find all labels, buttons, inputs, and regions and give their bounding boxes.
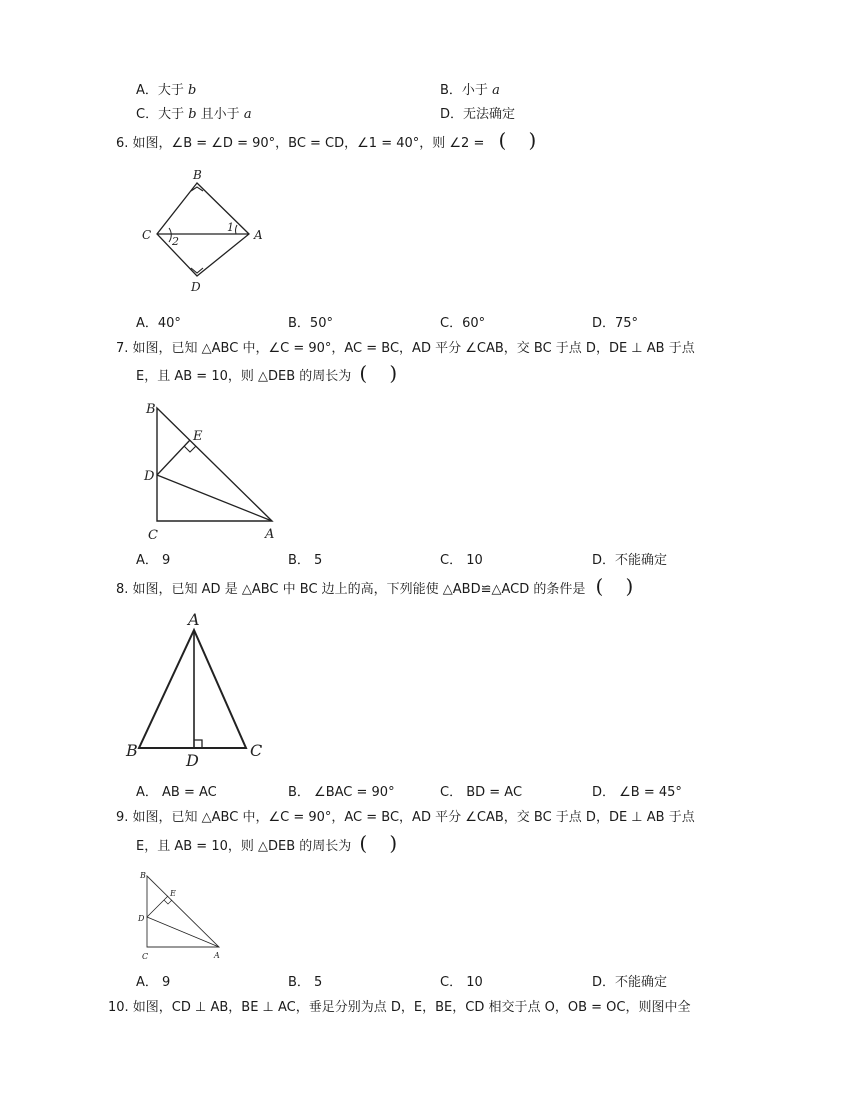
q6-option-d: D．75° [592,316,639,331]
q9-option-c: C． 10 [440,975,483,990]
q6-option-a: A．40° [136,316,181,331]
q7-label-c: C [148,528,158,543]
q8-label-c: C [250,741,263,760]
q9-stem-line1: 9. 如图，已知 △ABC 中，∠C = 90°，AC = BC，AD 平分 ∠CAB，交 BC 于点 D，DE ⊥ AB 于点 [116,810,695,825]
q5-option-b: B．小于 a [440,83,500,98]
q6-stem: 6. 如图，∠B = ∠D = 90°，BC = CD，∠1 = 40°，则 ∠2 = ( ) [116,128,537,152]
q9-label-a: A [214,951,220,960]
q5-option-a: A．大于 b [136,83,197,98]
q8-option-c: C． BD = AC [440,785,523,800]
q6-option-c: C．60° [440,316,486,331]
q10-stem: 10. 如图，CD ⊥ AB，BE ⊥ AC，垂足分别为点 D，E，BE，CD 相交于点 O，OB = OC，则图中全 [108,1000,691,1015]
q9-stem-line2: E，且 AB = 10，则 △DEB 的周长为 ( ) [136,831,398,855]
q8-stem: 8. 如图，已知 AD 是 △ABC 中 BC 边上的高，下列能使 △ABD≌△ACD 的条件是 ( ) [116,574,634,598]
q7-label-b: B [146,402,156,417]
q7-option-a: A． 9 [136,553,171,568]
q8-label-b: B [126,741,138,760]
q5-option-c: C．大于 b 且小于 a [136,107,252,122]
q6-label-a: A [254,228,263,242]
q6-label-b: B [193,168,202,182]
q9-option-b: B． 5 [288,975,323,990]
q7-figure [140,398,290,546]
q8-label-a: A [188,610,200,629]
q6-label-d: D [191,280,201,294]
q7-stem-line1: 7. 如图，已知 △ABC 中，∠C = 90°，AC = BC，AD 平分 ∠CAB，交 BC 于点 D，DE ⊥ AB 于点 [116,341,695,356]
q9-label-e: E [170,889,176,898]
q7-label-e: E [193,429,203,444]
q6-angle-1: 1 [227,221,234,234]
q9-option-d: D．不能确定 [592,975,668,990]
q8-option-a: A． AB = AC [136,785,217,800]
q6-option-b: B．50° [288,316,333,331]
q9-label-b: B [140,871,146,880]
q9-label-c: C [142,952,149,961]
q6-label-c: C [142,228,152,242]
q7-option-b: B． 5 [288,553,323,568]
q6-angle-2: 2 [172,235,179,248]
q8-figure [124,610,274,770]
q8-label-d: D [186,751,199,770]
q5-option-d: D．无法确定 [440,107,516,122]
q6-figure [138,165,268,295]
q7-label-a: A [265,527,275,542]
q7-option-c: C． 10 [440,553,483,568]
q9-label-d: D [138,914,145,923]
q9-figure [136,868,236,963]
q7-stem-line2: E，且 AB = 10，则 △DEB 的周长为 ( ) [136,361,398,385]
q7-option-d: D．不能确定 [592,553,668,568]
q8-option-b: B． ∠BAC = 90° [288,785,395,800]
q7-label-d: D [144,469,155,484]
q8-option-d: D． ∠B = 45° [592,785,682,800]
q9-option-a: A． 9 [136,975,171,990]
